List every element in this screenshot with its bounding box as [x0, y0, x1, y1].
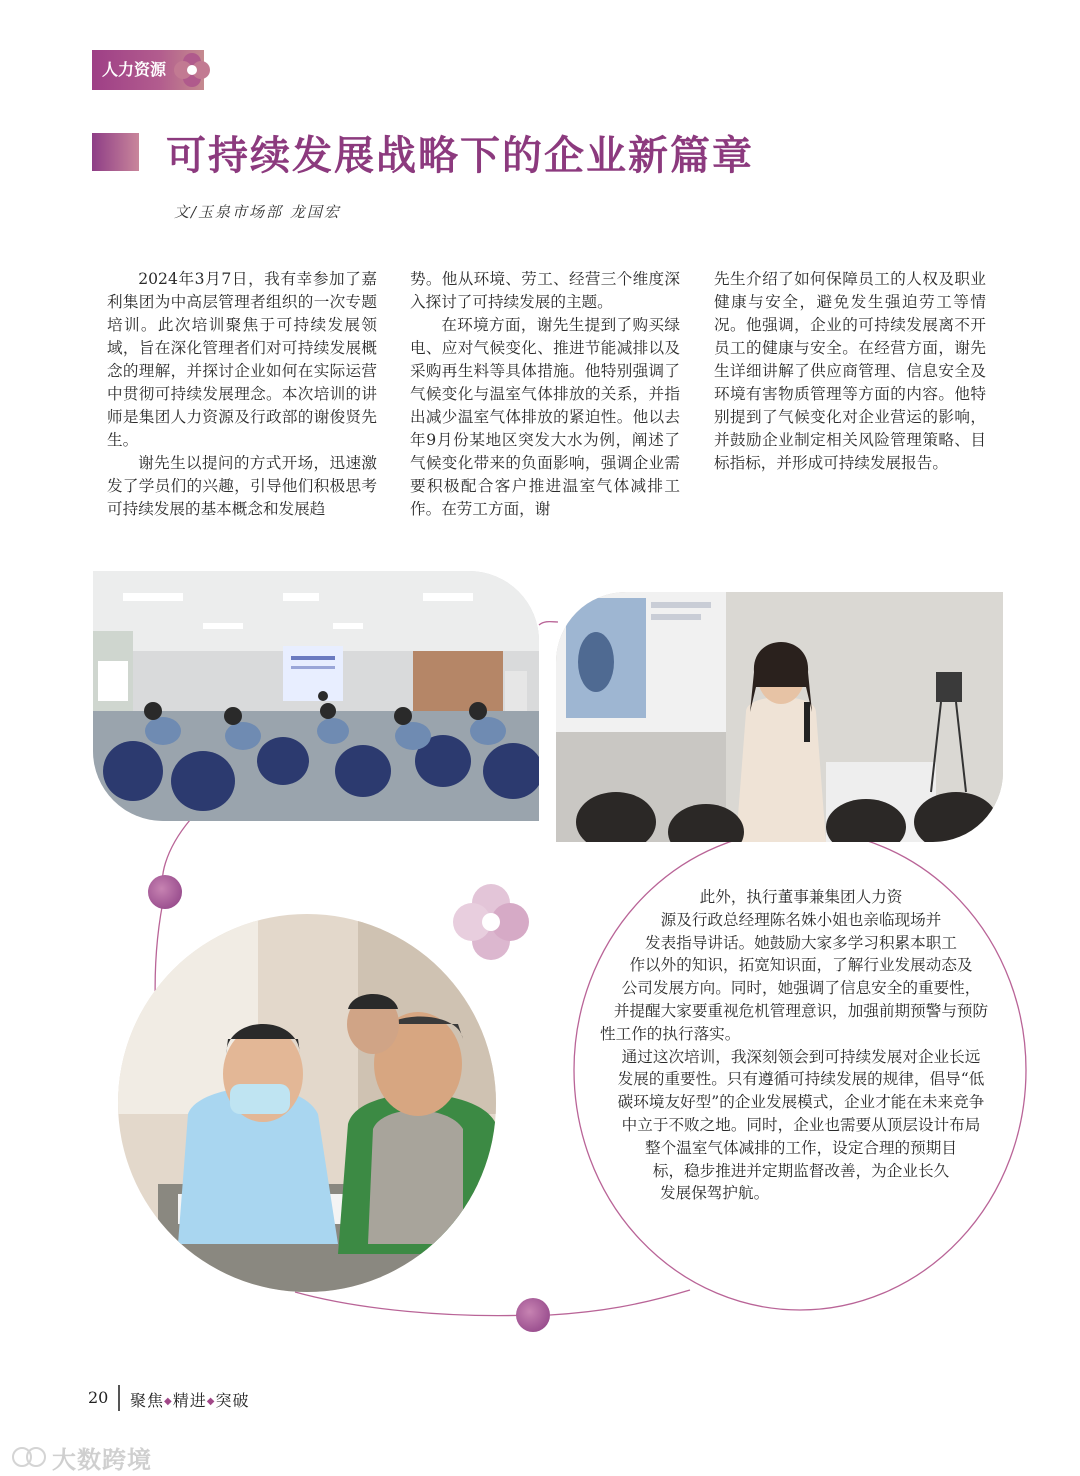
text-line: 此外，执行董事兼集团人力资 — [699, 888, 903, 906]
paragraph: 2024年3月7日，我有幸参加了嘉利集团为中高层管理者组织的一次专题培训。此次培训聚焦于可持续发展领域，旨在深化管理者们对可持续发展概念的理解，并探讨企业如何在实际运营中贯彻可持续发展理念。本次培训的讲师是集团人力资源及行政部的谢俊贤先生。 — [107, 270, 377, 449]
closing-text-block — [578, 886, 1024, 1316]
slogan-part: 聚焦 — [130, 1391, 165, 1410]
text-line: 公司发展方向。同时，她强调了信息安全的重要性， — [621, 979, 981, 998]
section-tag-label: 人力资源 — [102, 60, 167, 79]
decorative-dot — [148, 875, 182, 909]
text-line: 碳环境友好型”的企业发展模式，企业才能在未来竞争 — [617, 1093, 985, 1112]
text-column-1 — [107, 268, 377, 521]
text-line: 性工作的执行落实。 — [600, 1024, 741, 1043]
text-line: 通过这次培训，我深刻领会到可持续发展对企业长远 — [621, 1047, 981, 1066]
paragraph: 势。他从环境、劳工、经营三个维度深入探讨了可持续发展的主题。 — [410, 270, 680, 311]
decorative-dot — [516, 1298, 550, 1332]
footer-divider — [118, 1385, 120, 1411]
text-line: 发展保驾护航。 — [660, 1184, 770, 1203]
text-line: 标，稳步推进并定期监督改善，为企业长久 — [652, 1161, 950, 1180]
text-line: 整个温室气体减排的工作，设定合理的预期目 — [645, 1138, 957, 1157]
text-column-3 — [714, 268, 986, 475]
flower-icon — [170, 52, 214, 88]
speaker-photo — [556, 592, 1003, 842]
watermark-text: 大数跨境 — [52, 1446, 152, 1474]
slogan-part: 精进 — [172, 1391, 207, 1410]
flower-icon — [452, 883, 530, 961]
paragraph: 谢先生以提问的方式开场，迅速激发了学员们的兴趣，引导他们积极思考可持续发展的基本概念和发展趋 — [107, 454, 377, 518]
attendees-closeup-photo — [118, 914, 496, 1292]
diamond-icon: ◆ — [164, 1396, 173, 1407]
paragraph: 在环境方面，谢先生提到了购买绿电、应对气候变化、推进节能减排以及采购再生料等具体措施。他特别强调了气候变化与温室气体排放的关系，并指出减少温室气体排放的紧迫性。他以去年9月份某地区突发大水为例，阐述了气候变化带来的负面影响，强调企业需要积极配合客户推进温室气体减排工作。在劳工方面，谢 — [410, 316, 680, 518]
text-line: 中立于不败之地。同时，企业也需要从顶层设计布局 — [621, 1115, 981, 1134]
text-column-2 — [410, 268, 680, 521]
article-title: 可持续发展战略下的企业新篇章 — [166, 132, 754, 179]
text-line: 作以外的知识，拓宽知识面，了解行业发展动态及 — [629, 956, 973, 975]
diamond-icon: ◆ — [206, 1396, 216, 1407]
text-line: 发表指导讲话。她鼓励大家多学习积累本职工 — [645, 933, 957, 952]
text-line: 发展的重要性。只有遵循可持续发展的规律，倡导“低 — [617, 1070, 985, 1089]
text-line: 源及行政总经理陈名姝小姐也亲临现场并 — [660, 910, 942, 929]
page-number: 20 — [88, 1388, 109, 1407]
classroom-photo — [93, 571, 539, 821]
title-marker — [92, 133, 139, 171]
slogan-part: 突破 — [215, 1391, 250, 1410]
byline: 文/玉泉市场部 龙国宏 — [174, 203, 341, 221]
text-line: 并提醒大家要重视危机管理意识，加强前期预警与预防 — [613, 1001, 989, 1020]
footer-slogan — [130, 1388, 249, 1411]
paragraph: 先生介绍了如何保障员工的人权及职业健康与安全，避免发生强迫劳工等情况。他强调，企业的可持续发展离不开员工的健康与安全。在经营方面，谢先生详细讲解了供应商管理、信息安全及环境有害物质管理等方面的内容。他特别提到了气候变化对企业营运的影响，并鼓励企业制定相关风险管理策略、目标指标，并形成可持续发展报告。 — [714, 270, 986, 472]
watermark-logo-icon — [10, 1443, 50, 1471]
